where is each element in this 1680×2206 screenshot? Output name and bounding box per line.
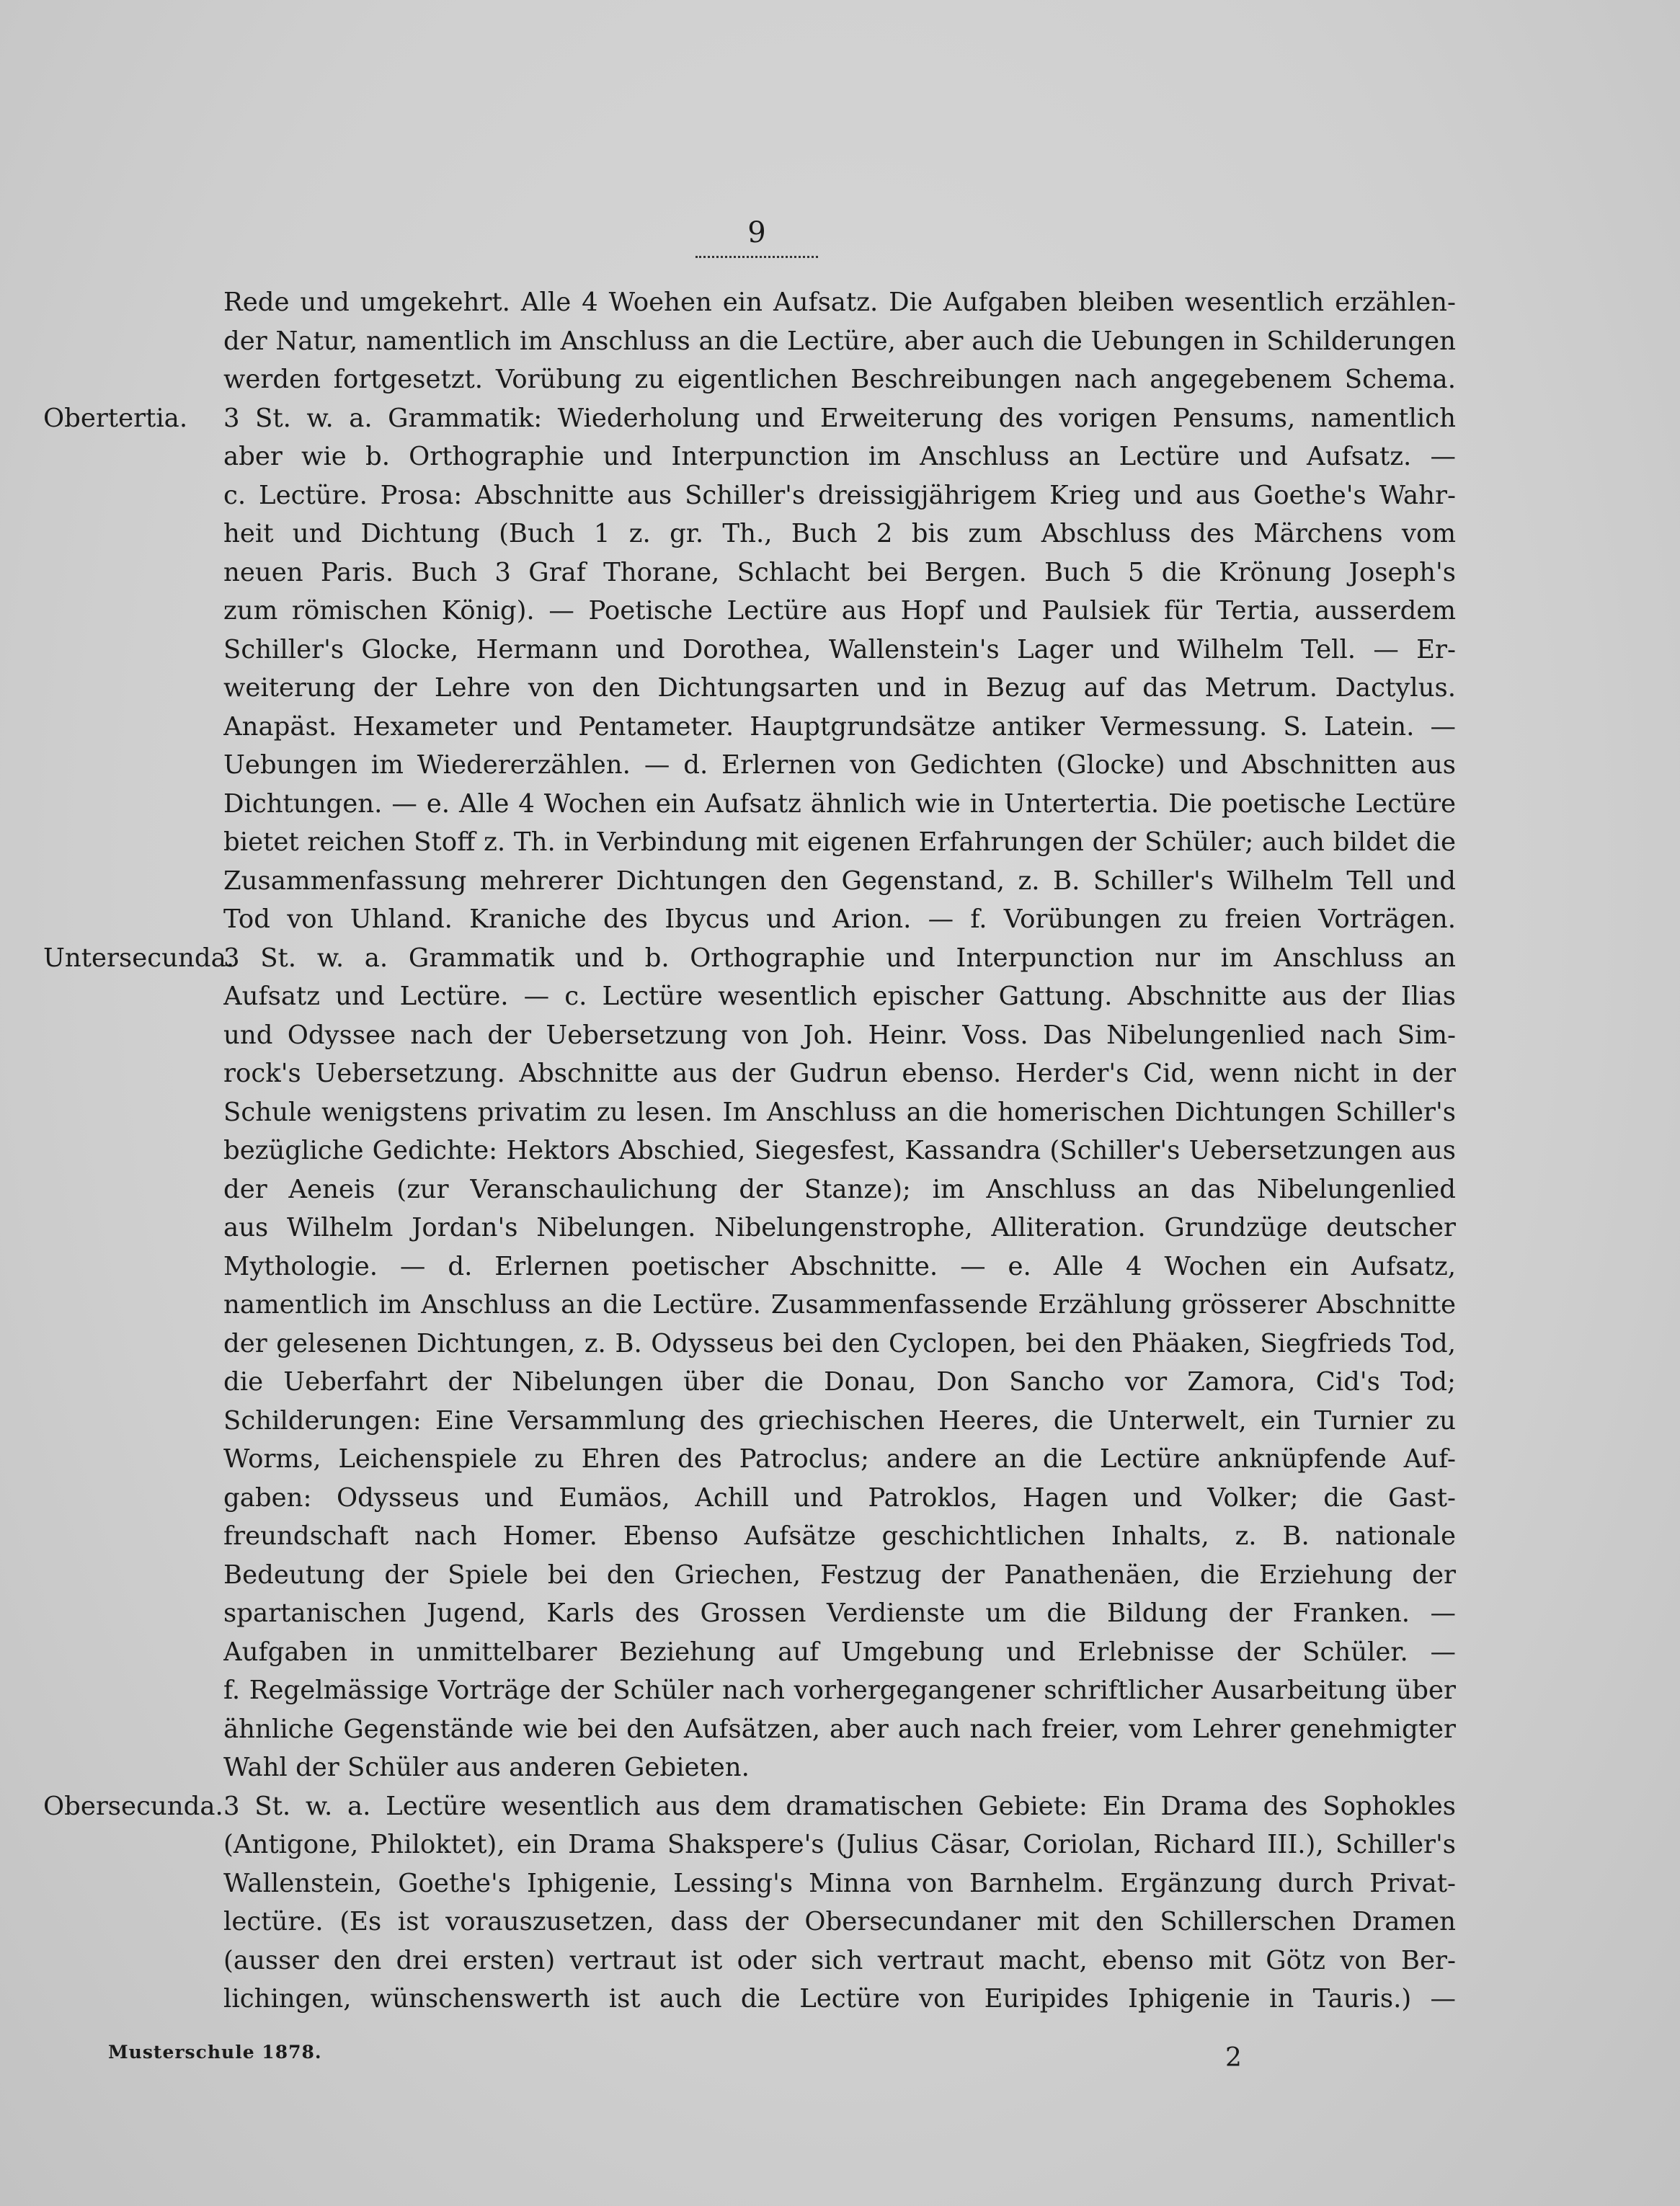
line-text: 3 St. w. a. Grammatik: Wiederholung und Erweiterung des vorigen Pensums, namentlich bbox=[223, 403, 1456, 433]
line-text: freundschaft nach Homer. Ebenso Aufsätze geschichtlichen Inhalts, z. B. nationale bbox=[223, 1521, 1456, 1551]
line-text: weiterung der Lehre von den Dichtungsarten und in Bezug auf das Metrum. Dactylus. bbox=[223, 673, 1456, 703]
line-text: Schule wenigstens privatim zu lesen. Im Anschluss an die homerischen Dichtungen Schiller's bbox=[223, 1097, 1456, 1127]
line-text: namentlich im Anschluss an die Lectüre. Zusammenfassende Erzählung grösserer Abschnitte bbox=[223, 1290, 1456, 1320]
text-line bbox=[43, 1325, 1456, 1364]
line-text: Uebungen im Wiedererzählen. — d. Erlernen von Gedichten (Glocke) und Abschnitten aus bbox=[223, 750, 1456, 780]
text-line bbox=[43, 1517, 1456, 1556]
line-text: (ausser den drei ersten) vertraut ist oder sich vertraut macht, ebenso mit Götz von Ber- bbox=[223, 1945, 1456, 1975]
line-text: Worms, Leichenspiele zu Ehren des Patroclus; andere an die Lectüre anknüpfende Auf- bbox=[223, 1444, 1456, 1474]
body-text bbox=[43, 283, 1456, 2019]
class-label: Obersecunda. bbox=[43, 1791, 223, 1821]
line-text: c. Lectüre. Prosa: Abschnitte aus Schiller's dreissigjährigem Krieg und aus Goethe's Wahr- bbox=[223, 480, 1456, 510]
text-line bbox=[43, 746, 1456, 785]
line-text: heit und Dichtung (Buch 1 z. gr. Th., Buch 2 bis zum Abschluss des Märchens vom bbox=[223, 519, 1456, 548]
text-line bbox=[43, 1016, 1456, 1055]
line-text: ähnliche Gegenstände wie bei den Aufsätzen, aber auch nach freier, vom Lehrer genehmigter bbox=[223, 1714, 1456, 1744]
text-line bbox=[43, 1903, 1456, 1942]
text-line bbox=[43, 1710, 1456, 1749]
text-line bbox=[43, 592, 1456, 631]
line-text: lichingen, wünschenswerth ist auch die Lectüre von Euripides Iphigenie in Tauris.) — bbox=[223, 1984, 1456, 2014]
text-line bbox=[43, 1748, 1456, 1787]
text-line bbox=[43, 1825, 1456, 1864]
text-line bbox=[43, 1054, 1456, 1093]
line-text: 3 St. w. a. Lectüre wesentlich aus dem dramatischen Gebiete: Ein Drama des Sophokles bbox=[223, 1791, 1456, 1821]
text-line bbox=[43, 1864, 1456, 1903]
text-line bbox=[43, 322, 1456, 361]
text-line bbox=[43, 1363, 1456, 1402]
text-line bbox=[43, 476, 1456, 515]
line-text: Rede und umgekehrt. Alle 4 Woehen ein Aufsatz. Die Aufgaben bleiben wesentlich erzählen- bbox=[223, 288, 1456, 317]
text-line bbox=[43, 900, 1456, 939]
text-line bbox=[43, 669, 1456, 708]
text-line bbox=[43, 1787, 1456, 1826]
text-line bbox=[43, 1247, 1456, 1286]
line-text: werden fortgesetzt. Vorübung zu eigentlichen Beschreibungen nach angegebenem Schema. bbox=[223, 365, 1456, 394]
line-text: gaben: Odysseus und Eumäos, Achill und Patroklos, Hagen und Volker; die Gast- bbox=[223, 1482, 1456, 1513]
line-text: aber wie b. Orthographie und Interpunction im Anschluss an Lectüre und Aufsatz. — bbox=[223, 442, 1456, 471]
line-text: f. Regelmässige Vorträge der Schüler nach vorhergegangener schriftlicher Ausarbeitung über bbox=[223, 1676, 1456, 1705]
page-number: 9 bbox=[747, 216, 766, 249]
line-text: (Antigone, Philoktet), ein Drama Shakspere's (Julius Cäsar, Coriolan, Richard III.), Schiller's bbox=[223, 1830, 1456, 1859]
line-text: Anapäst. Hexameter und Pentameter. Hauptgrundsätze antiker Vermessung. S. Latein. — bbox=[223, 711, 1456, 742]
line-text: aus Wilhelm Jordan's Nibelungen. Nibelungenstrophe, Alliteration. Grundzüge deutscher bbox=[223, 1213, 1456, 1242]
text-line bbox=[43, 1440, 1456, 1479]
text-line bbox=[43, 360, 1456, 399]
line-text: Schilderungen: Eine Versammlung des griechischen Heeres, die Unterwelt, ein Turnier zu bbox=[223, 1405, 1456, 1436]
line-text: spartanischen Jugend, Karls des Grossen Verdienste um die Bildung der Franken. — bbox=[223, 1598, 1456, 1628]
text-line bbox=[43, 515, 1456, 553]
line-text: die Ueberfahrt der Nibelungen über die Donau, Don Sancho vor Zamora, Cid's Tod; bbox=[223, 1367, 1456, 1397]
text-line bbox=[43, 1286, 1456, 1325]
text-line bbox=[43, 283, 1456, 322]
text-line bbox=[43, 823, 1456, 862]
line-text: neuen Paris. Buch 3 Graf Thorane, Schlacht bei Bergen. Buch 5 die Krönung Joseph's bbox=[223, 557, 1456, 587]
text-line bbox=[43, 553, 1456, 592]
footer-signature: Musterschule 1878. bbox=[108, 2042, 322, 2063]
page-number-rule bbox=[695, 256, 818, 258]
line-text: Mythologie. — d. Erlernen poetischer Abschnitte. — e. Alle 4 Wochen ein Aufsatz, bbox=[223, 1251, 1456, 1281]
text-line bbox=[43, 399, 1456, 438]
text-line bbox=[43, 1209, 1456, 1247]
text-line bbox=[43, 708, 1456, 747]
line-text: Schiller's Glocke, Hermann und Dorothea, Wallenstein's Lager und Wilhelm Tell. — Er- bbox=[223, 634, 1456, 664]
line-text: bietet reichen Stoff z. Th. in Verbindung mit eigenen Erfahrungen der Schüler; auch bildet die bbox=[223, 827, 1456, 857]
line-text: Tod von Uhland. Kraniche des Ibycus und Arion. — f. Vorübungen zu freien Vorträgen. bbox=[223, 904, 1456, 934]
text-line bbox=[43, 1093, 1456, 1132]
line-text: Bedeutung der Spiele bei den Griechen, Festzug der Panathenäen, die Erziehung der bbox=[223, 1560, 1456, 1590]
line-text: zum römischen König). — Poetische Lectüre aus Hopf und Paulsiek für Tertia, ausserdem bbox=[223, 596, 1456, 626]
line-text: der Aeneis (zur Veranschaulichung der Stanze); im Anschluss an das Nibelungenlied bbox=[223, 1174, 1456, 1204]
text-line bbox=[43, 862, 1456, 901]
text-line bbox=[43, 939, 1456, 978]
line-text: der gelesenen Dichtungen, z. B. Odysseus bei den Cyclopen, bei den Phäaken, Siegfrieds Tod, bbox=[223, 1328, 1456, 1358]
text-line bbox=[43, 437, 1456, 476]
text-line bbox=[43, 1402, 1456, 1441]
line-text: der Natur, namentlich im Anschluss an die Lectüre, aber auch die Uebungen in Schilderungen bbox=[223, 326, 1456, 356]
text-line bbox=[43, 1479, 1456, 1518]
text-line bbox=[43, 631, 1456, 670]
line-text: Aufgaben in unmittelbarer Beziehung auf Umgebung und Erlebnisse der Schüler. — bbox=[223, 1637, 1456, 1667]
line-text: Wahl der Schüler aus anderen Gebieten. bbox=[223, 1753, 750, 1782]
line-text: rock's Uebersetzung. Abschnitte aus der Gudrun ebenso. Herder's Cid, wenn nicht in der bbox=[223, 1059, 1456, 1088]
line-text: Zusammenfassung mehrerer Dichtungen den Gegenstand, z. B. Schiller's Wilhelm Tell und bbox=[223, 866, 1456, 896]
text-line bbox=[43, 1633, 1456, 1672]
line-text: Dichtungen. — e. Alle 4 Wochen ein Aufsatz ähnlich wie in Untertertia. Die poetische Lectüre bbox=[223, 788, 1456, 819]
text-line bbox=[43, 977, 1456, 1016]
text-line bbox=[43, 1980, 1456, 2019]
line-text: 3 St. w. a. Grammatik und b. Orthographie und Interpunction nur im Anschluss an bbox=[223, 943, 1456, 973]
text-line bbox=[43, 1594, 1456, 1633]
text-line bbox=[43, 1131, 1456, 1170]
text-line bbox=[43, 1556, 1456, 1595]
footer-sheet-number: 2 bbox=[1225, 2043, 1242, 2073]
line-text: und Odyssee nach der Uebersetzung von Joh. Heinr. Voss. Das Nibelungenlied nach Sim- bbox=[223, 1020, 1456, 1050]
text-line bbox=[43, 785, 1456, 824]
line-text: lectüre. (Es ist vorauszusetzen, dass der Obersecundaner mit den Schillerschen Dramen bbox=[223, 1907, 1456, 1936]
text-line bbox=[43, 1170, 1456, 1209]
text-line bbox=[43, 1942, 1456, 1980]
line-text: bezügliche Gedichte: Hektors Abschied, Siegesfest, Kassandra (Schiller's Uebersetzungen aus bbox=[223, 1136, 1456, 1165]
line-text: Aufsatz und Lectüre. — c. Lectüre wesentlich epischer Gattung. Abschnitte aus der Ilias bbox=[223, 982, 1456, 1011]
text-line bbox=[43, 1671, 1456, 1710]
line-text: Wallenstein, Goethe's Iphigenie, Lessing's Minna von Barnhelm. Ergänzung durch Privat- bbox=[223, 1868, 1456, 1898]
class-label: Untersecunda. bbox=[43, 943, 235, 973]
class-label: Obertertia. bbox=[43, 403, 188, 433]
